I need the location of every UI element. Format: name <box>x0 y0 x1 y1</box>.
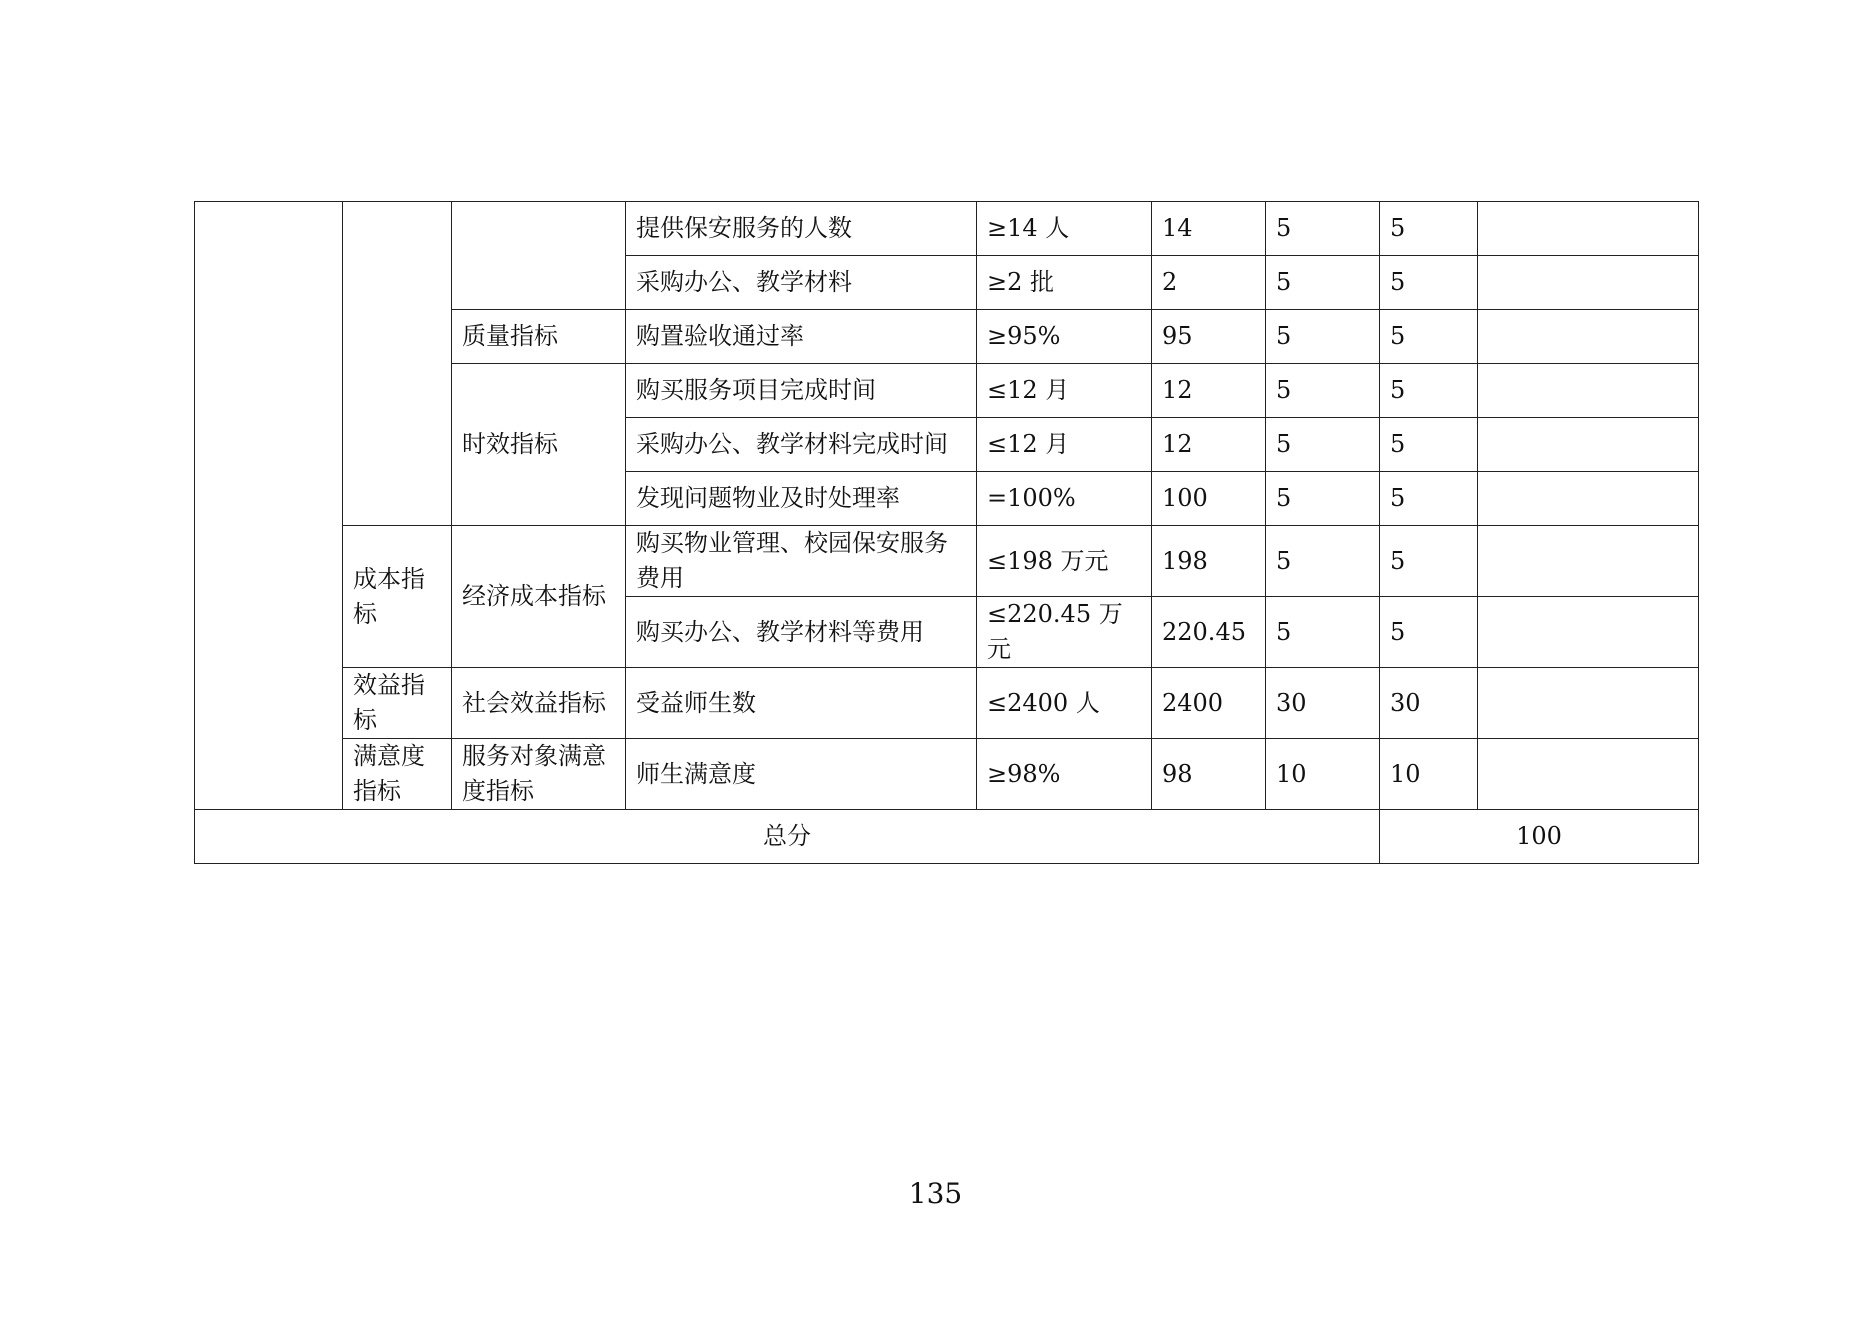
actual-cell: 98 <box>1152 739 1266 810</box>
score-cell: 5 <box>1380 597 1478 668</box>
level2-cell-empty <box>343 202 452 526</box>
total-row <box>195 810 1699 864</box>
score-cell: 5 <box>1380 202 1478 256</box>
note-cell <box>1478 597 1699 668</box>
indicator-cell: 购买物业管理、校园保安服务费用 <box>626 526 977 597</box>
note-cell <box>1478 526 1699 597</box>
score-cell: 5 <box>1380 310 1478 364</box>
weight-cell: 10 <box>1266 739 1380 810</box>
level2-cell: 效益指标 <box>343 668 452 739</box>
indicator-cell: 师生满意度 <box>626 739 977 810</box>
note-cell <box>1478 472 1699 526</box>
target-cell: ≤220.45 万元 <box>977 597 1152 668</box>
actual-cell: 14 <box>1152 202 1266 256</box>
score-cell: 5 <box>1380 256 1478 310</box>
indicator-cell: 购买服务项目完成时间 <box>626 364 977 418</box>
target-cell: ≤12 月 <box>977 418 1152 472</box>
target-cell: ≥98% <box>977 739 1152 810</box>
weight-cell: 5 <box>1266 472 1380 526</box>
weight-cell: 5 <box>1266 256 1380 310</box>
level2-cell: 满意度指标 <box>343 739 452 810</box>
target-cell: ≥95% <box>977 310 1152 364</box>
score-cell: 5 <box>1380 418 1478 472</box>
score-cell: 30 <box>1380 668 1478 739</box>
level3-cell: 质量指标 <box>452 310 626 364</box>
weight-cell: 5 <box>1266 202 1380 256</box>
note-cell <box>1478 202 1699 256</box>
performance-indicator-table <box>194 201 1699 864</box>
total-value: 100 <box>1380 810 1699 864</box>
level1-cell-empty <box>195 202 343 810</box>
weight-cell: 5 <box>1266 418 1380 472</box>
actual-cell: 12 <box>1152 364 1266 418</box>
target-cell: ≥2 批 <box>977 256 1152 310</box>
actual-cell: 2 <box>1152 256 1266 310</box>
indicator-cell: 采购办公、教学材料 <box>626 256 977 310</box>
target-cell: ≤2400 人 <box>977 668 1152 739</box>
target-cell: ≤198 万元 <box>977 526 1152 597</box>
level3-cell: 时效指标 <box>452 364 626 526</box>
indicator-cell: 提供保安服务的人数 <box>626 202 977 256</box>
actual-cell: 95 <box>1152 310 1266 364</box>
actual-cell: 198 <box>1152 526 1266 597</box>
actual-cell: 2400 <box>1152 668 1266 739</box>
level3-cell <box>452 202 626 310</box>
actual-cell: 220.45 <box>1152 597 1266 668</box>
target-cell: ≤12 月 <box>977 364 1152 418</box>
level3-cell: 经济成本指标 <box>452 526 626 668</box>
level2-cell: 成本指标 <box>343 526 452 668</box>
page-number: 135 <box>908 1177 963 1210</box>
note-cell <box>1478 256 1699 310</box>
note-cell <box>1478 364 1699 418</box>
note-cell <box>1478 310 1699 364</box>
weight-cell: 5 <box>1266 364 1380 418</box>
level3-cell: 服务对象满意度指标 <box>452 739 626 810</box>
weight-cell: 5 <box>1266 597 1380 668</box>
score-cell: 5 <box>1380 364 1478 418</box>
target-cell: =100% <box>977 472 1152 526</box>
note-cell <box>1478 668 1699 739</box>
indicator-cell: 购置验收通过率 <box>626 310 977 364</box>
indicator-cell: 发现问题物业及时处理率 <box>626 472 977 526</box>
table-row <box>195 526 1699 597</box>
total-label: 总分 <box>195 810 1380 864</box>
score-cell: 5 <box>1380 472 1478 526</box>
actual-cell: 100 <box>1152 472 1266 526</box>
table-row <box>195 668 1699 739</box>
weight-cell: 30 <box>1266 668 1380 739</box>
indicator-cell: 受益师生数 <box>626 668 977 739</box>
indicator-cell: 购买办公、教学材料等费用 <box>626 597 977 668</box>
level3-cell: 社会效益指标 <box>452 668 626 739</box>
score-cell: 5 <box>1380 526 1478 597</box>
indicator-cell: 采购办公、教学材料完成时间 <box>626 418 977 472</box>
target-cell: ≥14 人 <box>977 202 1152 256</box>
weight-cell: 5 <box>1266 526 1380 597</box>
note-cell <box>1478 739 1699 810</box>
table-row <box>195 202 1699 256</box>
actual-cell: 12 <box>1152 418 1266 472</box>
note-cell <box>1478 418 1699 472</box>
score-cell: 10 <box>1380 739 1478 810</box>
weight-cell: 5 <box>1266 310 1380 364</box>
table-row <box>195 739 1699 810</box>
